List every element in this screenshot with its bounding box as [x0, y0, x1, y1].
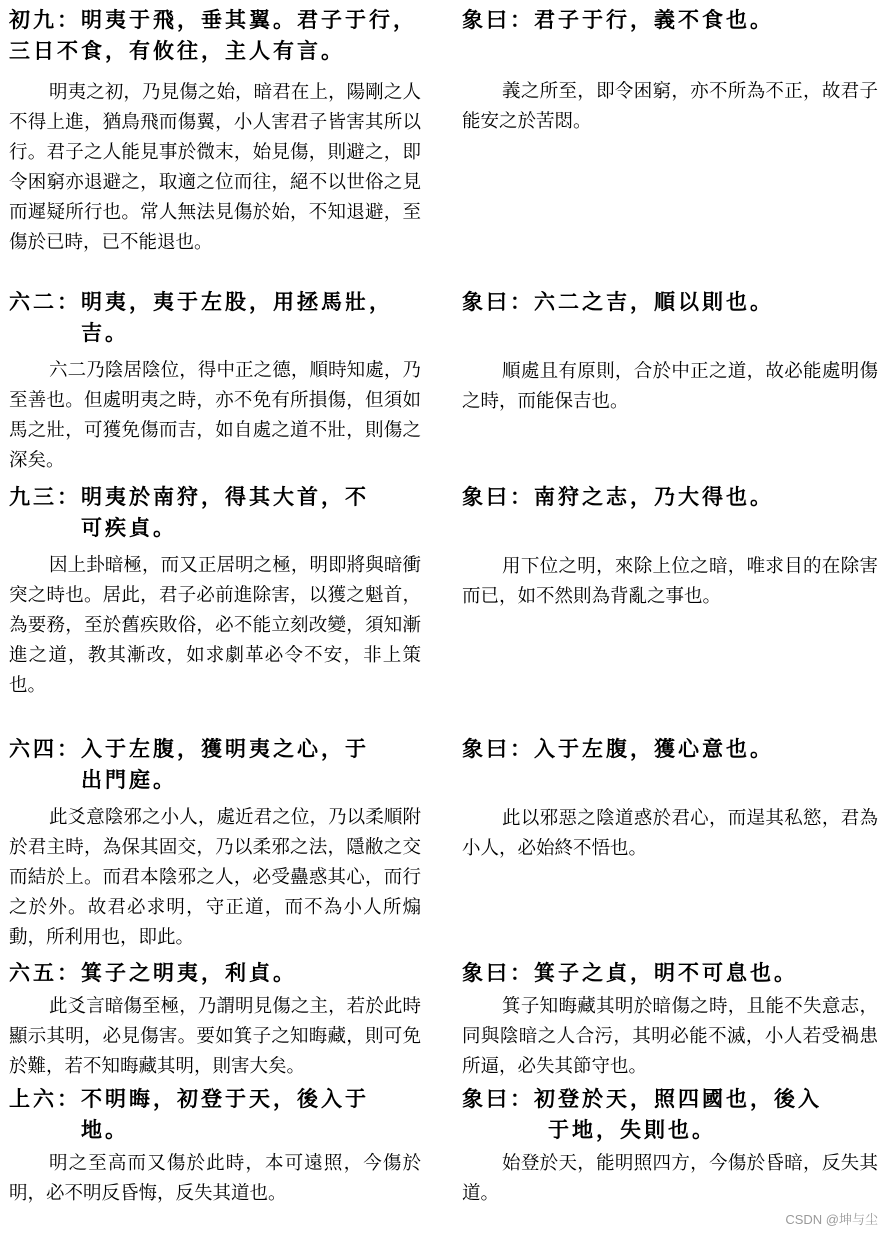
section-2-left [9, 286, 421, 476]
image-head: 象曰：君子于行，義不食也。 [462, 7, 774, 32]
commentary-text: 順處且有原則，合於中正之道，故必能處明傷之時，而能保吉也。 [462, 361, 878, 412]
image-head: 象曰：箕子之貞，明不可息也。 [462, 960, 798, 985]
line-head: 六四：入于左腹，獲明夷之心，于 出門庭。 [9, 736, 369, 792]
commentary-text: 箕子知晦藏其明於暗傷之時，且能不失意志，同與陰暗之人合污，其明必能不滅，小人若受禍患所逼，必失其節守也。 [462, 996, 878, 1077]
commentary-text: 明夷之初，乃見傷之始，暗君在上，陽剛之人不得上進，猶鳥飛而傷翼，小人害君子皆害其所以行。君子之人能見事於微末，始見傷，則避之，即令困窮亦退避之，取適之位而往，絕不以世俗之見而遲疑所行也。常人無法見傷於始，不知退避，至傷於已時，已不能退也。 [9, 82, 421, 253]
section-6-left [9, 1083, 421, 1209]
commentary-text: 因上卦暗極，而又正居明之極，明即將與暗衝突之時也。居此，君子必前進除害，以獲之魁首，為要務，至於舊疾敗俗，必不能立刻改變，須知漸進之道，教其漸改，如求劇革必令不安，非上策也。 [9, 555, 421, 696]
section-3-left [9, 481, 421, 701]
image-head: 象曰：初登於天，照四國也，後入 于地，失則也。 [462, 1086, 822, 1142]
commentary-text: 此爻意陰邪之小人，處近君之位，乃以柔順附於君主時，為保其固交，乃以柔邪之法，隱敝之交而結於上。而君本陰邪之人，必受蠱惑其心，而行之於外。故君必求明，守正道，而不為小人所煽動，所利用也，即此。 [9, 807, 421, 948]
line-head: 六五：箕子之明夷，利貞。 [9, 960, 297, 985]
commentary-text: 此以邪惡之陰道惑於君心，而逞其私慾，君為小人，必始終不悟也。 [462, 808, 878, 859]
commentary-text: 六二乃陰居陰位，得中正之德，順時知處，乃至善也。但處明夷之時，亦不免有所損傷，但須如馬之壯，可獲免傷而吉，如自處之道不壯，則傷之深矣。 [9, 360, 421, 471]
section-1-left [9, 4, 421, 258]
section-1-right [462, 4, 878, 137]
section-4-left [9, 733, 421, 953]
section-6-right [462, 1083, 878, 1209]
commentary-text: 義之所至，即令困窮，亦不所為不正，故君子能安之於苦悶。 [462, 81, 878, 132]
image-head: 象曰：入于左腹，獲心意也。 [462, 736, 774, 761]
section-5-right [462, 957, 878, 1082]
line-head: 上六：不明晦，初登于天，後入于 地。 [9, 1086, 369, 1142]
commentary-text: 明之至高而又傷於此時，本可遠照，今傷於明，必不明反昏悔，反失其道也。 [9, 1153, 421, 1204]
line-head: 九三：明夷於南狩，得其大首，不 可疾貞。 [9, 484, 369, 540]
commentary-text: 此爻言暗傷至極，乃謂明見傷之主，若於此時顯示其明，必見傷害。要如箕子之知晦藏，則可免於難，若不知晦藏其明，則害大矣。 [9, 996, 421, 1077]
line-head: 初九：明夷于飛，垂其翼。君子于行，三日不食，有攸往，主人有言。 [9, 7, 417, 63]
watermark: CSDN @坤与尘 [785, 1212, 878, 1227]
section-3-right [462, 481, 878, 612]
image-head: 象曰：南狩之志，乃大得也。 [462, 484, 774, 509]
commentary-text: 始登於天，能明照四方，今傷於昏暗，反失其道。 [462, 1153, 878, 1204]
section-4-right [462, 733, 878, 864]
section-5-left [9, 957, 421, 1082]
line-head: 六二：明夷，夷于左股，用拯馬壯， 吉。 [9, 289, 393, 345]
commentary-text: 用下位之明，來除上位之暗，唯求目的在除害而已，如不然則為背亂之事也。 [462, 556, 878, 607]
image-head: 象曰：六二之吉，順以則也。 [462, 289, 774, 314]
section-2-right [462, 286, 878, 417]
